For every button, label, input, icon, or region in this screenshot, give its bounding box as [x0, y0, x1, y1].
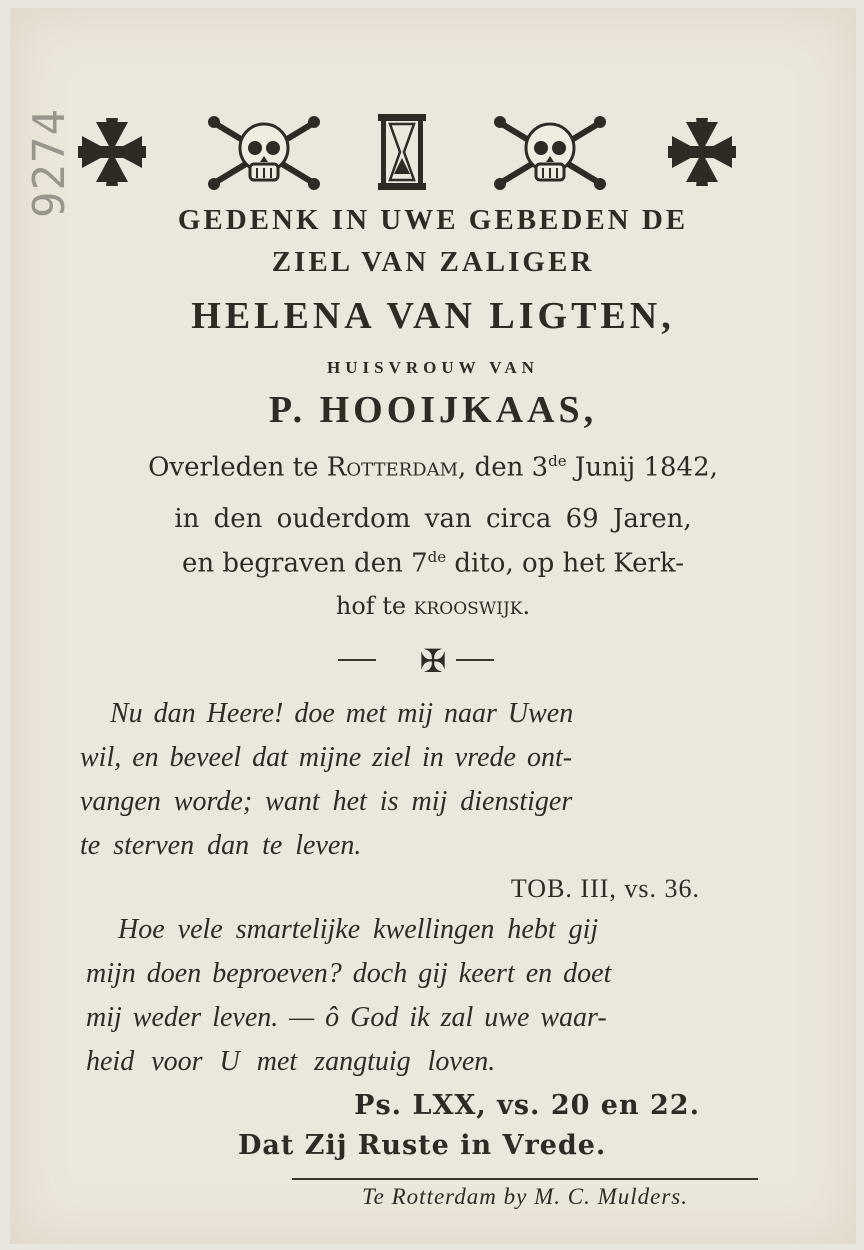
verse2-line-1: Hoe vele smartelijke kwellingen hebt gij: [118, 914, 599, 945]
details-line-3: en begraven den 7de dito, op het Kerk-: [181, 548, 685, 579]
cross-pattee-icon-right: [666, 116, 738, 188]
death-place: Rotterdam: [326, 452, 459, 483]
ornament-row: [10, 108, 856, 198]
verse2-line-2: mijn doen beproeven? doch gij keert en doet: [86, 958, 612, 989]
skull-crossbones-icon-right: [490, 112, 610, 192]
details-line-2: in den ouderdom van circa 69 Jaren,: [174, 504, 692, 534]
divider-cross-icon: ✠: [419, 642, 447, 680]
memorial-card: [10, 8, 856, 1244]
cross-pattee-icon-left: [76, 116, 148, 188]
header-line-2: ZIEL VAN ZALIGER: [271, 246, 595, 278]
printer-credit: Te Rotterdam by M. C. Mulders.: [361, 1184, 688, 1209]
printer-rule: [292, 1178, 758, 1180]
verse1-reference: TOB. III, vs. 36.: [510, 874, 700, 903]
closing-prayer: Dat Zij Ruste in Vrede.: [238, 1130, 607, 1161]
verse2-line-3: mij weder leven. — ô God ik zal uwe waar-: [86, 1002, 607, 1033]
divider-rule-right: [456, 659, 494, 661]
husband-name: P. HOOIJKAAS,: [268, 389, 598, 431]
hourglass-icon: [376, 112, 428, 192]
verse1-line-2: wil, en beveel dat mijne ziel in vrede ont-: [80, 742, 573, 773]
burial-place: krooswijk.: [413, 592, 531, 620]
relation-label: HUISVROUW VAN: [327, 358, 539, 377]
verse2-reference: Ps. LXX, vs. 20 en 22.: [354, 1090, 700, 1121]
verse1-line-4: te sterven dan te leven.: [80, 830, 362, 861]
deceased-name: HELENA VAN LIGTEN,: [191, 295, 675, 337]
details-line-1: Overleden te Rotterdam, den 3de Junij 1842,: [148, 452, 718, 483]
skull-crossbones-icon-left: [204, 112, 324, 192]
archive-number-annotation: 9274: [24, 108, 75, 218]
verse2-line-4: heid voor U met zangtuig loven.: [86, 1046, 496, 1077]
details-line-4: hof te krooswijk.: [335, 592, 531, 620]
verse1-line-3: vangen worde; want het is mij dienstiger: [80, 786, 573, 817]
header-line-1: GEDENK IN UWE GEBEDEN DE: [177, 204, 689, 236]
verse1-line-1: Nu dan Heere! doe met mij naar Uwen: [110, 698, 574, 729]
